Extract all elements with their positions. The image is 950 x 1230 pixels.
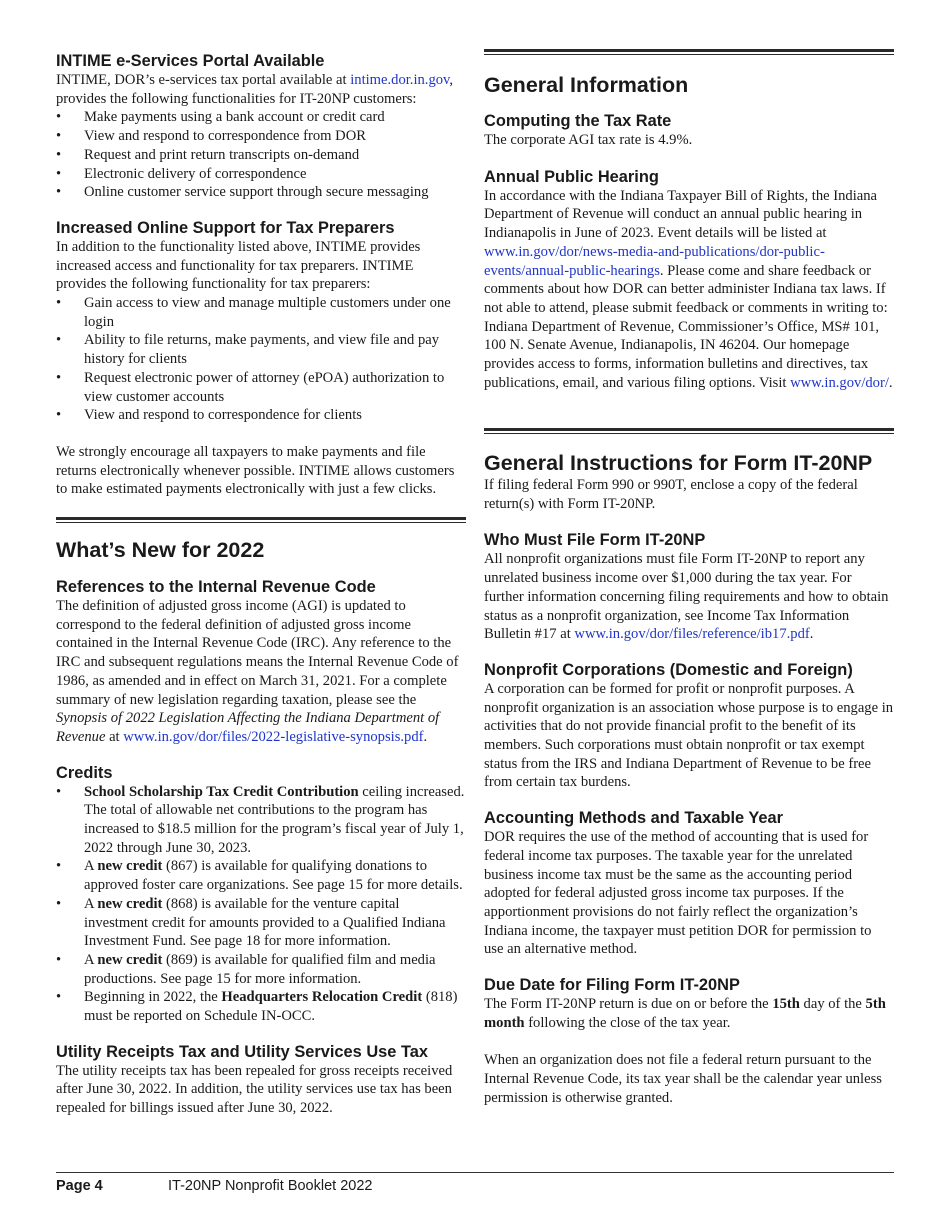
credit-text: (867) is available for qualifying donations to approved foster care organizations. See page 15 for more details.: [84, 858, 463, 894]
whats-new-section: [56, 524, 466, 1118]
list-item: [56, 895, 466, 951]
who-text-end: .: [809, 626, 814, 643]
online-support-heading: Increased Online Support for Tax Preparers: [56, 218, 395, 237]
credits-list: [56, 783, 466, 1026]
irc-text: The definition of adjusted gross income (AGI) is updated to correspond to the federal definition of adjusted gross income contained in the Internal Revenue Code (IRC). Any reference to the IRC and subsequent regulations means the Internal Revenue Code of 1986, as amended and in effect on March 31, 2021. For a complete summary of new legislation regarding taxation, please see the: [56, 598, 459, 708]
list-item: [56, 146, 466, 165]
due-bold: 15th: [772, 996, 800, 1013]
list-item-text: Request electronic power of attorney (ePOA) authorization to view customer accounts: [84, 369, 445, 405]
credit-text: (869) is available for qualified film and media productions. See page 15 for more information.: [84, 951, 436, 987]
general-info-section: [484, 52, 894, 392]
due-text-mid: day of the: [799, 996, 866, 1013]
instructions-intro: If filing federal Form 990 or 990T, enclose a copy of the federal return(s) with Form IT-20NP.: [484, 477, 858, 512]
list-item: [56, 294, 466, 331]
online-support-list: [56, 294, 466, 425]
list-item-text: View and respond to correspondence from DOR: [84, 128, 366, 145]
instructions-section: [484, 433, 894, 1108]
bullet: •: [56, 332, 62, 349]
ib17-link[interactable]: www.in.gov/dor/files/reference/ib17.pdf: [574, 626, 810, 643]
tax-rate-paragraph: The corporate AGI tax rate is 4.9%.: [484, 132, 693, 148]
bullet: •: [56, 109, 62, 126]
hearing-text-mid: . Please come and share feedback or comments about how DOR can better administer Indiana tax laws. If not able to attend, please submit feedback or comments in writing to: Indiana Department of Revenue, Commissioner’s Office, MS# 101, 100 N. Senate Avenue, Indianapolis, IN 46204. Our homepage provides access to forms, information bulletins and directives, tax publications, email, and various filing options. Visit: [484, 262, 888, 391]
list-item: [56, 406, 466, 425]
whats-new-title: What’s New for 2022: [56, 538, 265, 562]
list-item-text: Online customer service support through secure messaging: [84, 184, 429, 201]
irc-text-end: .: [423, 728, 428, 745]
bullet: •: [56, 165, 62, 182]
general-info-title: General Information: [484, 73, 689, 97]
credits-heading: Credits: [56, 763, 113, 782]
bullet: •: [56, 989, 62, 1006]
encourage-paragraph: We strongly encourage all taxpayers to make payments and file returns electronically whenever possible. INTIME allows customers to make estimated payments electronically with just a few clicks.: [56, 443, 455, 498]
bullet: •: [56, 783, 62, 800]
dor-home-link[interactable]: www.in.gov/dor/: [790, 374, 889, 391]
booklet-title: IT-20NP Nonprofit Booklet 2022: [168, 1178, 373, 1194]
accounting-paragraph: DOR requires the use of the method of accounting that is used for federal income tax purposes. The taxable year for the unrelated business income tax must be the same as the accounting period adopted for federal adjusted gross income tax purposes. If the apportionment provisions do not fairly reflect the organization’s Indiana income, the taxpayer must petition DOR for permission to use an alternative method.: [484, 829, 872, 958]
irc-heading: References to the Internal Revenue Code: [56, 578, 376, 596]
synopsis-link[interactable]: www.in.gov/dor/files/2022-legislative-synopsis.pdf: [123, 728, 424, 745]
list-item: [56, 183, 466, 202]
page-number: Page 4: [56, 1178, 103, 1194]
list-item: [56, 127, 466, 146]
accounting-heading: Accounting Methods and Taxable Year: [484, 809, 784, 828]
tax-year-paragraph: When an organization does not file a federal return pursuant to the Internal Revenue Code, its tax year shall be the calendar year unless permission is otherwise granted.: [484, 1052, 882, 1106]
left-column: [56, 52, 466, 499]
list-item-text: Ability to file returns, make payments, and view file and pay history for clients: [84, 332, 440, 368]
bullet: •: [56, 295, 62, 312]
bullet: •: [56, 407, 62, 424]
list-item: [56, 165, 466, 184]
list-item-text: Gain access to view and manage multiple customers under one login: [84, 295, 451, 330]
hearing-heading: Annual Public Hearing: [484, 167, 659, 186]
list-item: [56, 951, 466, 988]
tax-rate-heading: Computing the Tax Rate: [484, 112, 672, 130]
credit-text: A: [84, 858, 98, 875]
nonprofit-paragraph: A corporation can be formed for profit or nonprofit purposes. A nonprofit organization is an association whose purpose is to engage in activities that do not provide financial profit to the benefit of its members. Such corporations must obtain nonprofit or tax exempt status from the IRS and Indiana Department of Revenue to be free from certain tax burdens.: [484, 680, 894, 791]
due-bold: 5th month: [484, 996, 886, 1031]
list-item-text: View and respond to correspondence for clients: [84, 407, 362, 424]
bullet: •: [56, 951, 62, 968]
due-date-paragraph: [484, 995, 894, 1032]
instructions-title: General Instructions for Form IT-20NP: [484, 451, 873, 475]
bullet: •: [56, 128, 62, 145]
credit-text: Beginning in 2022, the: [84, 989, 222, 1006]
who-must-file-paragraph: [484, 550, 894, 644]
intime-link[interactable]: intime.dor.in.gov: [350, 72, 450, 88]
intime-list: [56, 108, 466, 202]
synopsis-title: Synopsis of 2022 Legislation Affecting the Indiana Department of Revenue: [56, 710, 440, 745]
utility-paragraph: The utility receipts tax has been repealed for gross receipts received after June 30, 2022. In addition, the utility services use tax has been repealed for billings issued after June 30, 2022.: [56, 1062, 453, 1117]
bullet: •: [56, 895, 62, 912]
footer-divider: [56, 1172, 894, 1173]
credit-bold: Headquarters Relocation Credit: [221, 989, 423, 1006]
bullet: •: [56, 146, 62, 163]
irc-paragraph: [56, 597, 466, 747]
list-item: [56, 783, 466, 858]
credit-text: (818) must be reported on Schedule IN-OCC.: [84, 989, 458, 1025]
due-text-end: following the close of the tax year.: [524, 1014, 731, 1031]
bullet: •: [56, 369, 62, 386]
who-must-file-heading: Who Must File Form IT-20NP: [484, 531, 706, 550]
list-item: [56, 988, 466, 1025]
credit-text: ceiling increased. The total of allowable net contributions to the program has increased to $18.5 million for the program’s fiscal year of July 1, 2022 through June 30, 2023.: [84, 783, 465, 856]
list-item: [56, 108, 466, 127]
section-divider: [56, 517, 466, 523]
intime-text: INTIME, DOR’s e-services tax portal available at: [56, 72, 351, 88]
hearing-text: In accordance with the Indiana Taxpayer Bill of Rights, the Indiana Department of Revenue will conduct an annual public hearing in Indianapolis in June of 2023. Event details will be listed at: [484, 187, 878, 242]
list-item: [56, 331, 466, 368]
hearing-text-end: .: [888, 374, 893, 391]
bullet: •: [56, 858, 62, 875]
credit-text: A: [84, 951, 98, 968]
hearing-paragraph: [484, 187, 894, 393]
utility-heading: Utility Receipts Tax and Utility Services Use Tax: [56, 1042, 428, 1061]
due-date-heading: Due Date for Filing Form IT-20NP: [484, 976, 740, 995]
nonprofit-heading: Nonprofit Corporations (Domestic and Foreign): [484, 660, 853, 679]
list-item-text: Electronic delivery of correspondence: [84, 165, 307, 182]
credit-bold: School Scholarship Tax Credit Contribution: [84, 783, 359, 800]
list-item-text: Make payments using a bank account or credit card: [84, 109, 385, 126]
credit-bold: new credit: [97, 951, 163, 968]
intime-heading: INTIME e-Services Portal Available: [56, 52, 325, 70]
credit-text: (868) is available for the venture capital investment credit for amounts provided to a Qualified Indiana Investment Fund. See page 18 for more information.: [84, 895, 446, 950]
who-text: All nonprofit organizations must file Form IT-20NP to report any unrelated business income over $1,000 during the tax year. For further information concerning filing requirements and how to obtain status as a nonprofit organization, see Income Tax Information Bulletin #17 at: [484, 551, 889, 643]
hearing-link[interactable]: www.in.gov/dor/news-media-and-publications/dor-public-events/annual-public-hearings: [484, 243, 825, 279]
list-item-text: Request and print return transcripts on-demand: [84, 146, 360, 163]
due-text: The Form IT-20NP return is due on or before the: [484, 996, 773, 1013]
credit-text: A: [84, 895, 98, 912]
credit-bold: new credit: [97, 858, 163, 875]
credit-bold: new credit: [97, 895, 163, 912]
bullet: •: [56, 184, 62, 201]
list-item: [56, 857, 466, 894]
list-item: [56, 369, 466, 406]
irc-text-at: at: [105, 728, 124, 745]
intime-paragraph: [56, 71, 466, 108]
online-support-paragraph: In addition to the functionality listed above, INTIME provides increased access and functionality for tax preparers. INTIME provides the following functionality for tax preparers:: [56, 238, 421, 293]
intime-text-end: , provides the following functionalities for IT-20NP customers:: [56, 72, 454, 107]
